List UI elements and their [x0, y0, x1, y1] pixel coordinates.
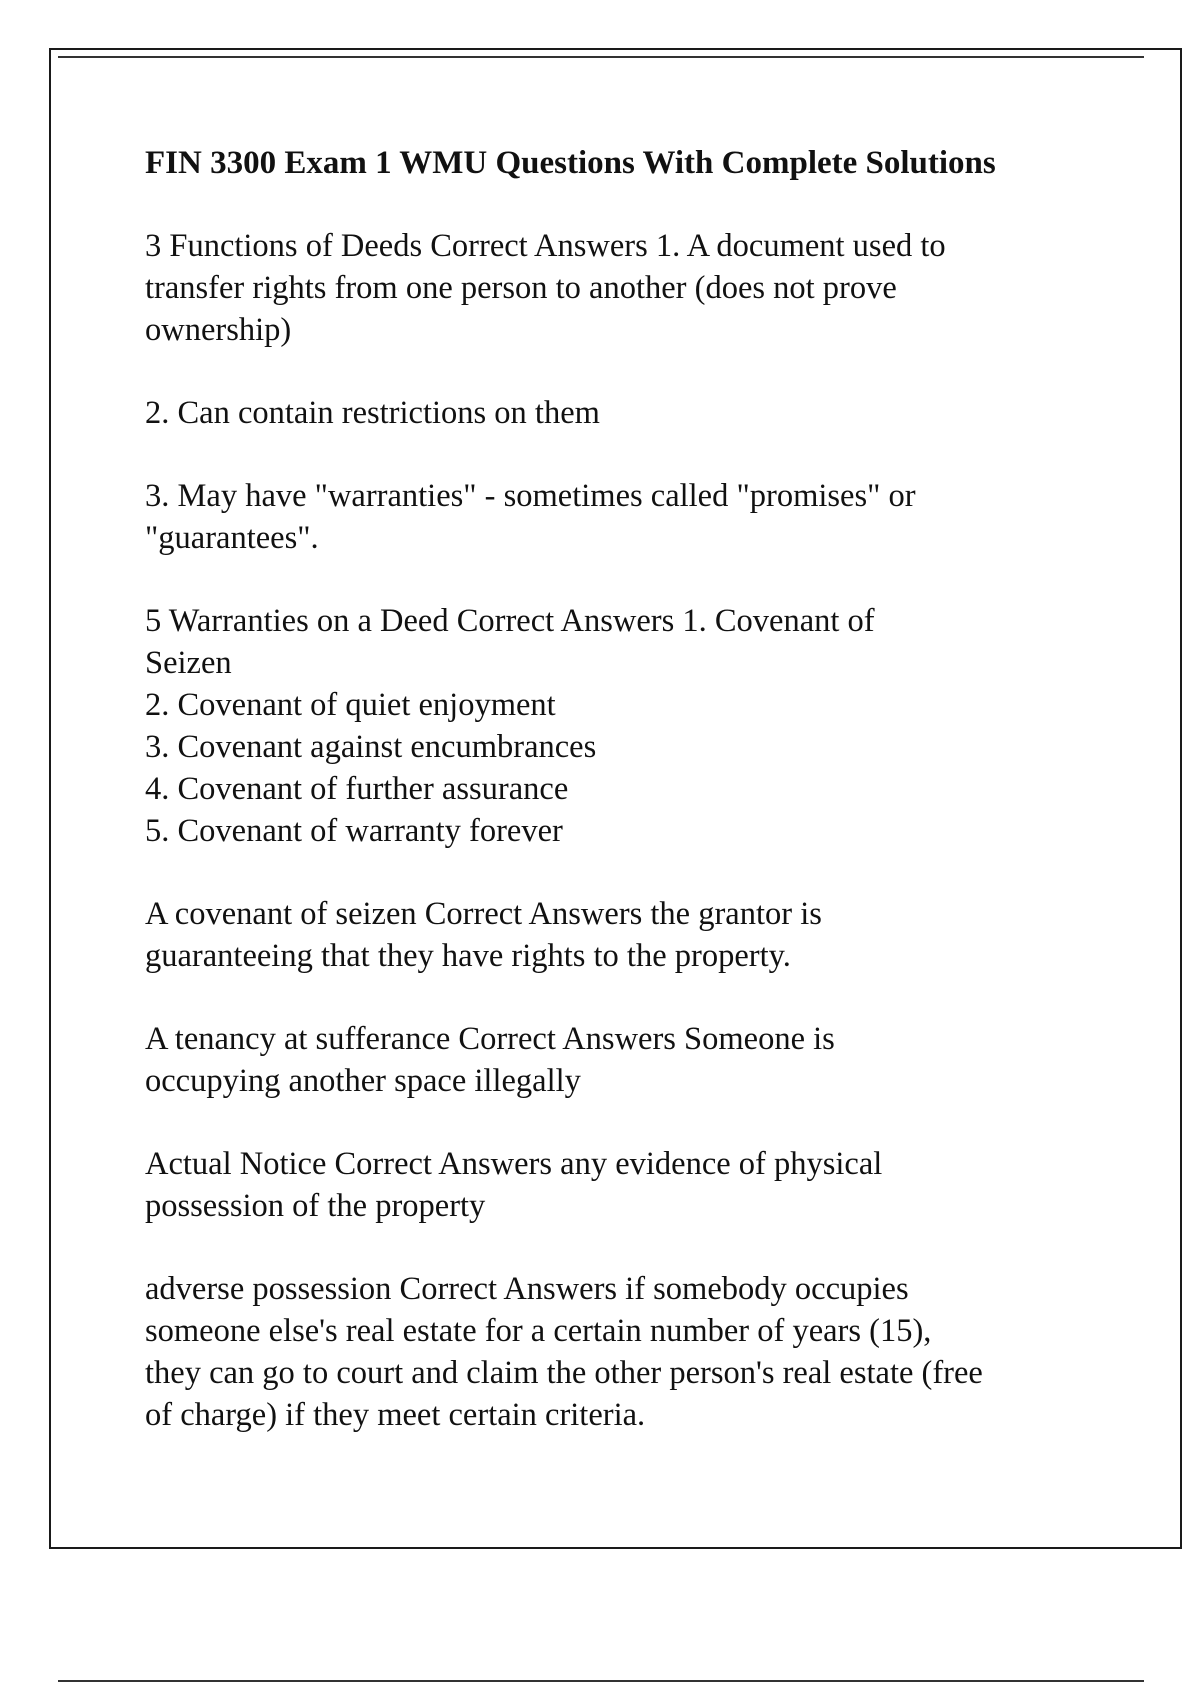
text-line: "guarantees".: [145, 520, 319, 556]
bottom-rule: [58, 1680, 1144, 1682]
text-line: A covenant of seizen Correct Answers the grantor is: [145, 896, 822, 932]
text-line: 2. Covenant of quiet enjoyment: [145, 687, 556, 723]
document-body: [145, 142, 1090, 1477]
text-line: adverse possession Correct Answers if somebody occupies: [145, 1271, 909, 1307]
paragraph-covenant-of-seizen: [145, 893, 1090, 977]
text-line: someone else's real estate for a certain number of years (15),: [145, 1313, 932, 1349]
text-line: possession of the property: [145, 1188, 486, 1224]
paragraph-actual-notice: [145, 1143, 1090, 1227]
text-line: 3 Functions of Deeds Correct Answers 1. A document used to: [145, 228, 946, 264]
text-line: 5. Covenant of warranty forever: [145, 813, 563, 849]
text-line: 2. Can contain restrictions on them: [145, 395, 600, 431]
paragraph-deed-functions: [145, 225, 1090, 351]
text-line: occupying another space illegally: [145, 1063, 581, 1099]
text-line: 5 Warranties on a Deed Correct Answers 1. Covenant of: [145, 603, 875, 639]
text-line: Actual Notice Correct Answers any evidence of physical: [145, 1146, 883, 1182]
text-line: A tenancy at sufferance Correct Answers Someone is: [145, 1021, 835, 1057]
text-line: of charge) if they meet certain criteria.: [145, 1397, 646, 1433]
text-line: 4. Covenant of further assurance: [145, 771, 569, 807]
text-line: Seizen: [145, 645, 232, 681]
text-line: 3. May have "warranties" - sometimes called "promises" or: [145, 478, 916, 514]
document-title: FIN 3300 Exam 1 WMU Questions With Complete Solutions: [145, 145, 996, 181]
text-line: 3. Covenant against encumbrances: [145, 729, 597, 765]
text-line: transfer rights from one person to another (does not prove: [145, 270, 897, 306]
text-line: they can go to court and claim the other person's real estate (free: [145, 1355, 983, 1391]
paragraph-deed-warranties: [145, 600, 1090, 852]
paragraph-restrictions: [145, 392, 1090, 434]
text-line: guaranteeing that they have rights to the property.: [145, 938, 791, 974]
paragraph-adverse-possession: [145, 1268, 1090, 1436]
paragraph-tenancy-at-sufferance: [145, 1018, 1090, 1102]
paragraph-warranties-note: [145, 475, 1090, 559]
text-line: ownership): [145, 312, 292, 348]
